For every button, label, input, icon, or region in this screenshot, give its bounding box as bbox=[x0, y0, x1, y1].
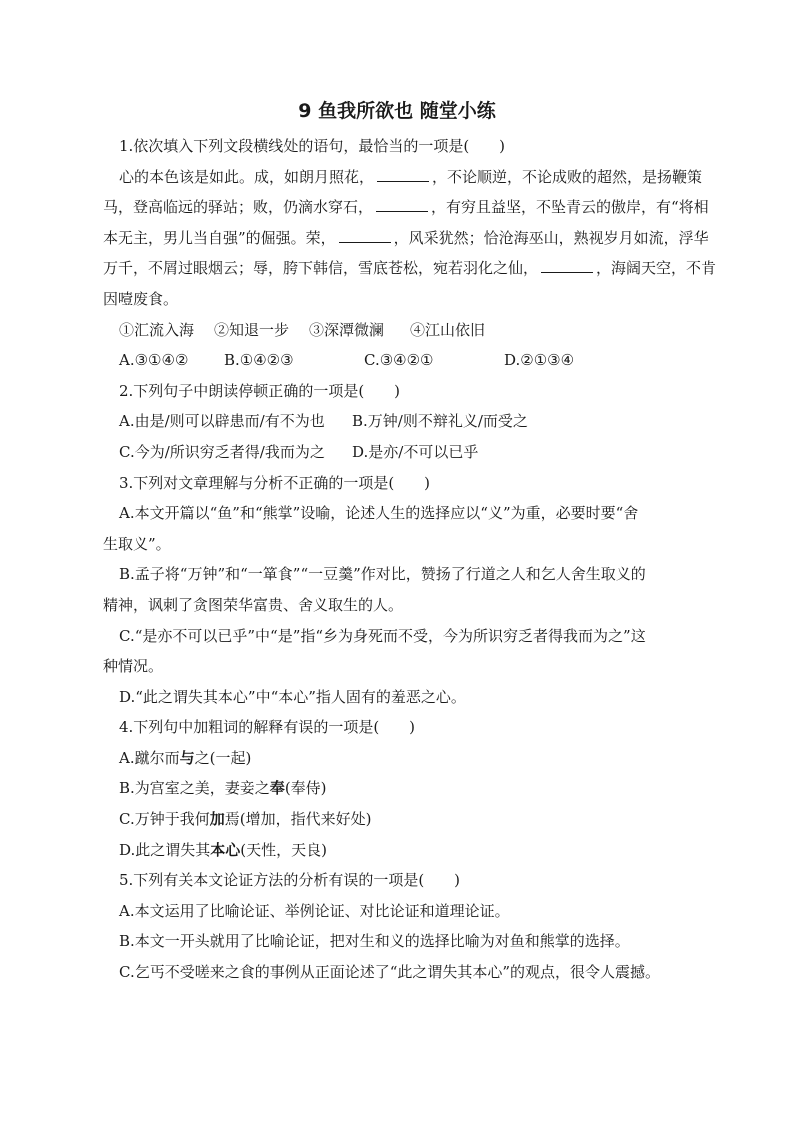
page-title: 9 鱼我所欲也 随堂小练 bbox=[298, 100, 496, 122]
question-3-line: 种情况。 bbox=[103, 657, 164, 676]
worksheet-content bbox=[103, 131, 717, 988]
option-d: D.②①③④ bbox=[504, 351, 575, 370]
option-c: C.万钟于我何加焉(增加，指代来好处) bbox=[119, 810, 372, 829]
passage-line-1: 心的本色该是如此。成，如朗月照花， ，不论顺逆，不论成败的超然，是扬鞭策 bbox=[119, 167, 703, 186]
bold-word: 加 bbox=[209, 810, 225, 829]
answer-blank bbox=[376, 197, 428, 212]
question-3-line: A.本文开篇以“鱼”和“熊掌”设喻，论述人生的选择应以“义”为重，必要时要“舍 bbox=[119, 504, 639, 523]
passage-line-5: 因噎废食。 bbox=[103, 289, 179, 308]
option-a: A.本文运用了比喻论证、举例论证、对比论证和道理论证。 bbox=[119, 901, 510, 920]
question-2-options-row-2 bbox=[103, 437, 698, 468]
question-3-stem: 3.下列对文章理解与分析不正确的一项是( ) bbox=[119, 473, 431, 492]
option-c: C.③④②① bbox=[364, 351, 434, 370]
question-3-line: 生取义”。 bbox=[103, 534, 171, 553]
passage-line-3: 本无主，男儿当自强”的倔强。荣， ，风采犹然；恰沧海巫山，熟视岁月如流，浮华 bbox=[103, 228, 709, 247]
option-d: D.是亦/不可以已乎 bbox=[352, 442, 479, 461]
bold-word: 本心 bbox=[210, 840, 241, 859]
question-3-line: 精神，讽刺了贪图荣华富贵、舍义取生的人。 bbox=[103, 595, 404, 614]
option-d: D.此之谓失其本心(天性，天良) bbox=[119, 840, 327, 859]
option-b: B.为宫室之美，妻妾之奉(奉侍) bbox=[119, 779, 327, 798]
option-a: A.③①④② bbox=[119, 351, 189, 370]
option-a: A.由是/则可以辟患而/有不为也 bbox=[119, 412, 325, 431]
bold-word: 与 bbox=[179, 748, 195, 767]
item: ③深潭微澜 bbox=[309, 320, 385, 339]
option-b: B.①④②③ bbox=[224, 351, 294, 370]
question-1-options bbox=[103, 345, 698, 376]
option-b: B.万钟/则不辩礼义/而受之 bbox=[352, 412, 528, 431]
answer-blank bbox=[541, 258, 593, 273]
question-5-stem: 5.下列有关本文论证方法的分析有误的一项是( ) bbox=[119, 871, 461, 890]
item: ④江山依旧 bbox=[410, 320, 486, 339]
question-4-stem: 4.下列句中加粗词的解释有误的一项是( ) bbox=[119, 718, 416, 737]
item: ①汇流入海 bbox=[119, 320, 195, 339]
option-b: B.本文一开头就用了比喻论证，把对生和义的选择比喻为对鱼和熊掌的选择。 bbox=[119, 932, 630, 951]
option-c: C.乞丐不受嗟来之食的事例从正面论述了“此之谓失其本心”的观点，很令人震撼。 bbox=[119, 963, 661, 982]
question-3-line: D.“此之谓失其本心”中“本心”指人固有的羞恶之心。 bbox=[119, 687, 466, 706]
answer-blank bbox=[377, 167, 429, 182]
question-3-line: B.孟子将“万钟”和“一箪食”“一豆羹”作对比，赞扬了行道之人和乞人舍生取义的 bbox=[119, 565, 646, 584]
option-c: C.今为/所识穷乏者得/我而为之 bbox=[119, 442, 325, 461]
passage-line-4: 万千，不屑过眼烟云；辱，胯下韩信，雪底苍松，宛若羽化之仙， ，海阔天空，不肯 bbox=[103, 259, 717, 278]
option-a: A.蹴尔而与之(一起) bbox=[119, 748, 252, 767]
question-2-options-row-1 bbox=[103, 406, 698, 437]
answer-blank bbox=[339, 228, 391, 243]
bold-word: 奉 bbox=[269, 779, 285, 798]
question-1-items bbox=[103, 315, 698, 346]
passage-line-2: 马，登高临远的驿站；败，仍滴水穿石， ，有穷且益坚，不坠青云的傲岸，有“将相 bbox=[103, 198, 709, 217]
question-3-line: C.“是亦不可以已乎”中“是”指“乡为身死而不受，今为所识穷乏者得我而为之”这 bbox=[119, 626, 646, 645]
question-2-stem: 2.下列句子中朗读停顿正确的一项是( ) bbox=[119, 381, 401, 400]
question-1-stem: 1.依次填入下列文段横线处的语句，最恰当的一项是( ) bbox=[119, 137, 506, 155]
item: ②知退一步 bbox=[214, 320, 290, 339]
